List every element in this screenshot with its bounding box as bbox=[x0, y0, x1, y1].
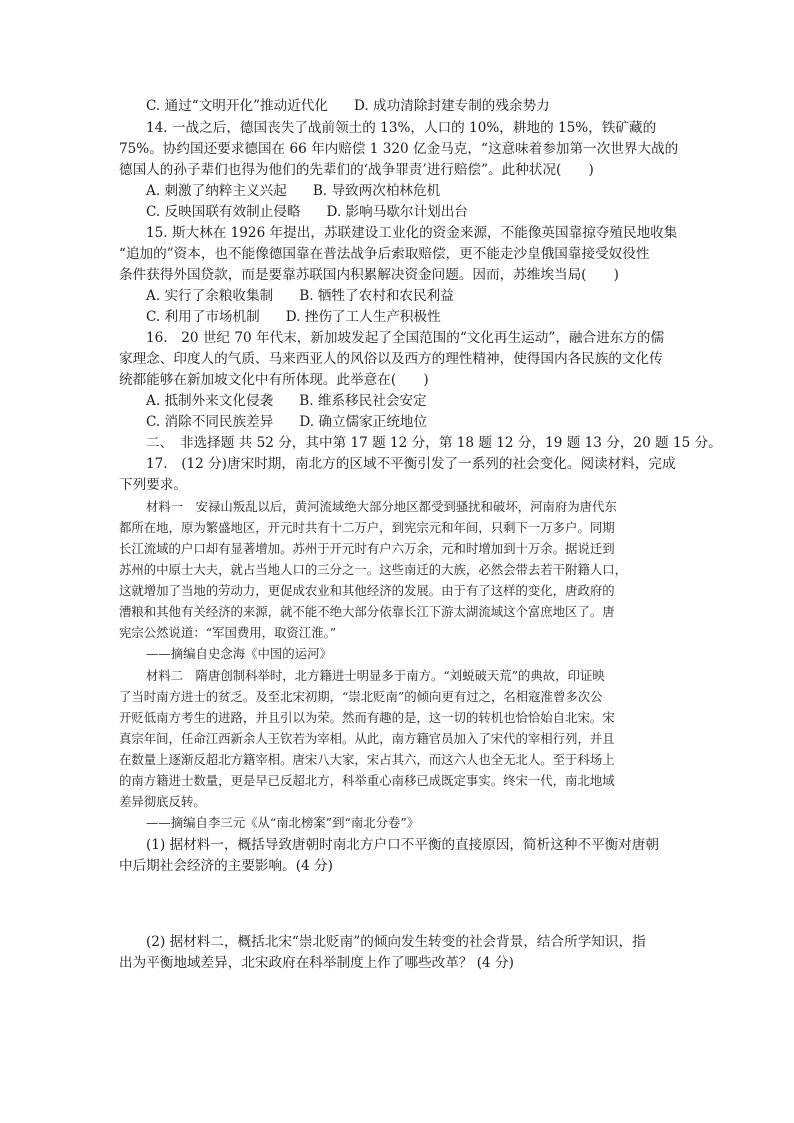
q14-options-cd bbox=[146, 202, 468, 222]
material-two-line: 材料二 隋唐创制科举时，北方籍进士明显多于南方。“刘蜕破天荒”的典故，印证映 bbox=[146, 668, 605, 683]
material-one-line: 材料一 安禄山叛乱以后，黄河流域绝大部分地区都受到骚扰和破坏，河南府为唐代东 bbox=[146, 499, 617, 514]
q15-options-cd bbox=[146, 307, 441, 327]
q16-stem-line-2: 家理念、印度人的气质、马来西亚人的风俗以及西方的理性精神，使得国内各民族的文化传 bbox=[119, 351, 663, 367]
material-two-line: 了当时南方进士的贫乏。及至北宋初期，“崇北贬南”的倾向更有过之，名相寇准曾多次公 bbox=[119, 689, 603, 704]
q14-option-d: D. 影响马歇尔计划出台 bbox=[326, 204, 468, 220]
q15-stem-line-1: 15. 斯大林在 1926 年提出，苏联建设工业化的资金来源，不能像英国靠掠夺殖民地收集 bbox=[146, 225, 678, 241]
q15-option-c: C. 利用了市场机制 bbox=[146, 309, 260, 325]
q14-options-ab bbox=[146, 181, 440, 201]
material-one-line: 这就增加了当地的劳动力，更促成农业和其他经济的发展。由于有了这样的变化，唐政府的 bbox=[119, 583, 615, 598]
q14-stem-line-1: 14. 一战之后，德国丧失了战前领土的 13%，人口的 10%，耕地的 15%，铁矿藏的 bbox=[146, 120, 657, 136]
material-one-source: ——摘编自史念海《中国的运河》 bbox=[146, 646, 332, 661]
answer-space bbox=[119, 880, 679, 924]
material-one-line: 长江流域的户口却有显著增加。苏州于开元时有户六万余，元和时增加到十万余。据说迁到 bbox=[119, 541, 615, 556]
q15-stem-line-3: 条件获得外国贷款，而是要靠苏联国内积累解决资金问题。因而，苏维埃当局( ) bbox=[119, 267, 619, 283]
q16-stem-line-3: 统都能够在新加坡文化中有所体现。此举意在( ) bbox=[119, 372, 429, 388]
material-one-line: 宪宗公然说道：“军国费用，取资江淮。” bbox=[119, 625, 337, 640]
q16-option-a: A. 抵制外来文化侵袭 bbox=[146, 393, 274, 409]
q17-sub2-line-2: 出为平衡地域差异，北宋政府在科举制度上作了哪些改革？ (4 分) bbox=[119, 955, 514, 971]
material-one-line: 都所在地，原为繁盛地区，开元时共有十二万户，到宪宗元和年间，只剩下一万多户。同期 bbox=[119, 520, 615, 535]
q14-option-b: B. 导致两次柏林危机 bbox=[312, 183, 441, 199]
q15-stem-line-2: “追加的”资本，也不能像德国靠在普法战争后索取赔偿，更不能走沙皇俄国靠接受奴役性 bbox=[119, 246, 650, 262]
q16-option-b: B. 维系移民社会安定 bbox=[299, 393, 427, 409]
q16-stem-line-1: 16. 20 世纪 70 年代末，新加坡发起了全国范围的“文化再生运动”，融合进东方的儒 bbox=[146, 330, 665, 346]
material-one-line: 漕粮和其他有关经济的来源，就不能不绝大部分依靠长江下游太湖流域这个富庶地区了。唐 bbox=[119, 604, 615, 619]
q14-option-c: C. 反映国联有效制止侵略 bbox=[146, 204, 301, 220]
material-two-line: 在数量上逐渐反超北方籍宰相。唐宋八大家，宋占其六，而这六人也全无北人。至于科场上 bbox=[119, 752, 615, 767]
q15-option-a: A. 实行了余粮收集制 bbox=[146, 288, 274, 304]
material-two-source: ——摘编自李三元《从“南北榜案”到“南北分卷”》 bbox=[146, 815, 420, 830]
q14-stem-line-2: 75%。协约国还要求德国在 66 年内赔偿 1 320 亿金马克，“这意味着参加第一次世界大战的 bbox=[119, 141, 679, 157]
material-two-line: 开贬低南方考生的进路，并且引以为荣。然而有趣的是，这一切的转机也恰恰始自北宋。宋 bbox=[119, 710, 615, 725]
q16-options-cd bbox=[146, 412, 427, 432]
q13-options bbox=[146, 96, 550, 116]
q16-option-c: C. 消除不同民族差异 bbox=[146, 414, 274, 430]
q17-sub1-line-2: 中后期社会经济的主要影响。(4 分) bbox=[119, 858, 333, 874]
q17-sub2-line-1: (2) 据材料二，概括北宋“崇北贬南”的倾向发生转变的社会背景，结合所学知识，指 bbox=[146, 934, 646, 950]
material-two-line: 真宗年间，任命江西新余人王钦若为宰相。从此，南方籍官员加入了宋代的宰相行列，并且 bbox=[119, 731, 615, 746]
q13-option-c: C. 通过“文明开化”推动近代化 bbox=[146, 98, 328, 114]
q16-option-d: D. 确立儒家正统地位 bbox=[299, 414, 428, 430]
q17-stem-line-1: 17. (12 分)唐宋时期，南北方的区域不平衡引发了一系列的社会变化。阅读材料，完成 bbox=[146, 456, 676, 472]
section-two-heading: 二、 非选择题 共 52 分，其中第 17 题 12 分，第 18 题 12 分，19 题 13 分，20 题 15 分。 bbox=[146, 435, 722, 451]
material-two-line: 的南方籍进士数量，更是早已反超北方，科举重心南移已成既定事实。终宋一代，南北地域 bbox=[119, 773, 615, 788]
q14-option-a: A. 刺激了纳粹主义兴起 bbox=[146, 183, 287, 199]
q15-options-ab bbox=[146, 286, 454, 306]
q15-option-d: D. 挫伤了工人生产积极性 bbox=[285, 309, 441, 325]
material-one-line: 苏州的中原士大夫，就占当地人口的三分之一。这些南迁的大族，必然会带去若干附籍人口， bbox=[119, 562, 628, 577]
q14-stem-line-3: 德国人的孙子辈们也得为他们的先辈们的‘战争罪责’进行赔偿”。此种状况( ) bbox=[119, 162, 594, 178]
q13-option-d: D. 成功清除封建专制的残余势力 bbox=[354, 98, 550, 114]
q17-sub1-line-1: (1) 据材料一，概括导致唐朝时南北方户口不平衡的直接原因，简析这种不平衡对唐朝 bbox=[146, 837, 659, 853]
q16-options-ab bbox=[146, 391, 427, 411]
q17-stem-line-2: 下列要求。 bbox=[119, 477, 187, 493]
q15-option-b: B. 牺牲了农村和农民利益 bbox=[299, 288, 454, 304]
material-two-line: 差异彻底反转。 bbox=[119, 794, 206, 809]
